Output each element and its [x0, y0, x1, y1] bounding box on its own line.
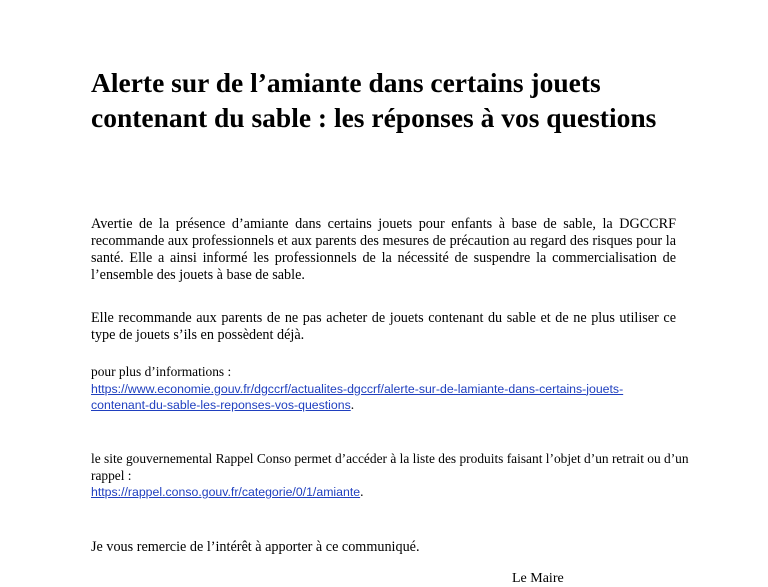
signature: Le Maire: [512, 571, 564, 586]
page-title: Alerte sur de l’amiante dans certains jouets contenant du sable : les réponses à vos questions: [91, 67, 657, 133]
more-info-block: [91, 364, 691, 414]
economie-link-line2[interactable]: contenant-du-sable-les-reponses-vos-questions: [91, 398, 351, 412]
rappel-conso-block: [91, 451, 691, 501]
economie-link-line2-wrap: [91, 397, 691, 414]
rappel-link-wrap: [91, 484, 691, 501]
rappel-conso-link[interactable]: https://rappel.conso.gouv.fr/categorie/0/1/amiante: [91, 485, 361, 499]
economie-link-line1[interactable]: https://www.economie.gouv.fr/dgccrf/actualites-dgccrf/alerte-sur-de-lamiante-dans-certains-jouets-: [91, 381, 624, 396]
rappel-conso-text: le site gouvernemental Rappel Conso permet d’accéder à la liste des produits faisant l’objet d’un retrait ou d’un rappel :: [91, 451, 689, 483]
link1-suffix: .: [350, 397, 355, 412]
recommendation-paragraph: Elle recommande aux parents de ne pas acheter de jouets contenant du sable et de ne plus utiliser ce type de jouets s’ils en possèdent déjà.: [91, 310, 676, 343]
link2-suffix: .: [360, 484, 364, 499]
closing-text: Je vous remercie de l’intérêt à apporter à ce communiqué.: [91, 539, 420, 555]
intro-paragraph: Avertie de la présence d’amiante dans certains jouets pour enfants à base de sable, la DGCCRF recommande aux professionnels et aux parents des mesures de précaution au regard des risques pour la santé. Elle a ainsi informé les professionnels de la nécessité de suspendre la commercialisation de l’ensemble des jouets à base de sable.: [91, 216, 676, 283]
more-info-label: pour plus d’informations :: [91, 364, 232, 379]
